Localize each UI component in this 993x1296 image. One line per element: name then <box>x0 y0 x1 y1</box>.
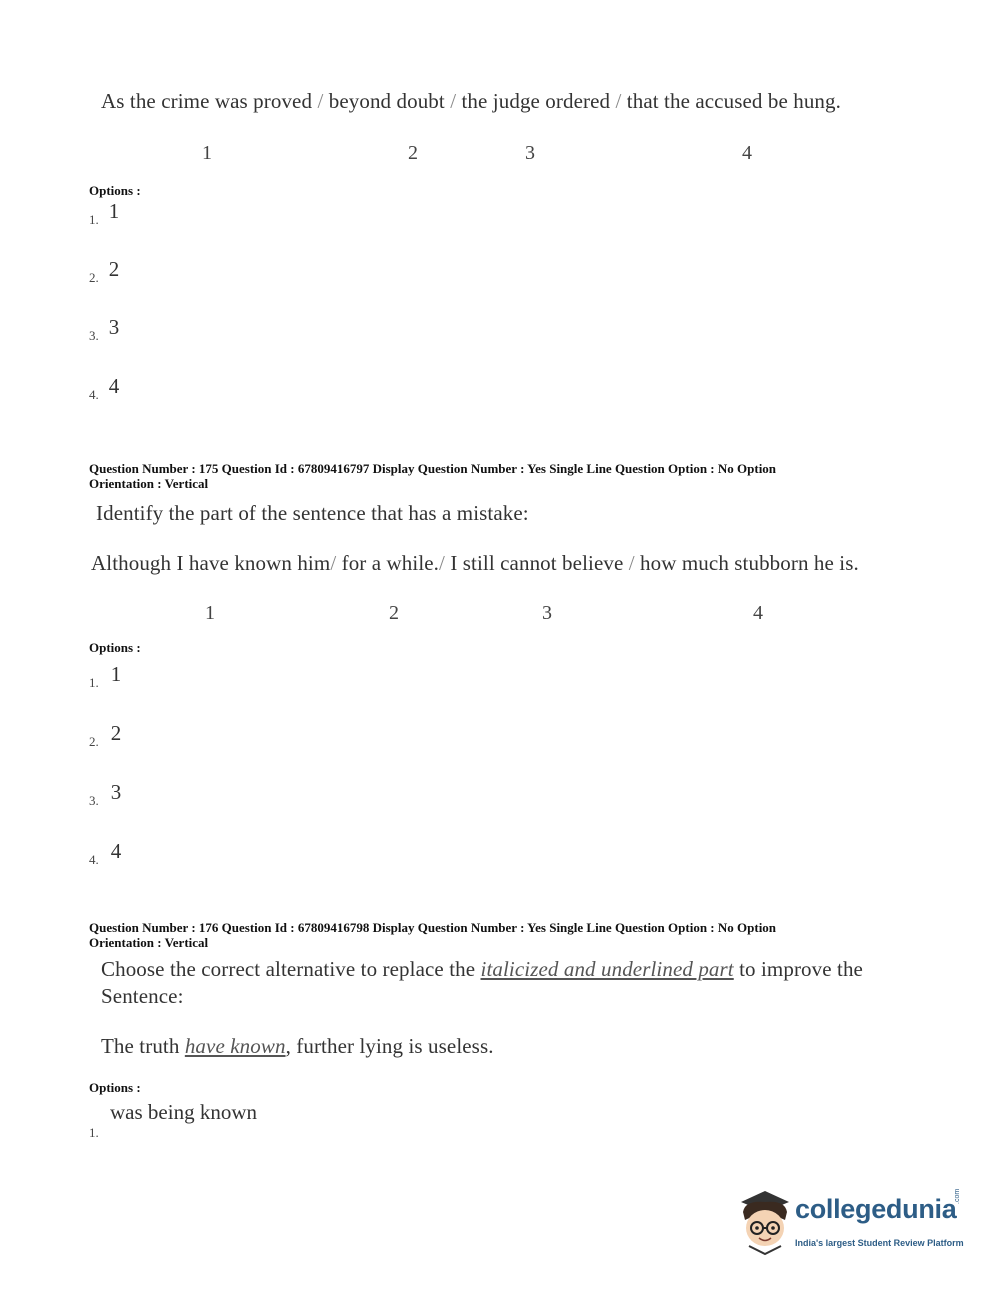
q176-instruction-pre: Choose the correct alternative to replace the <box>101 957 476 981</box>
separator: / <box>317 89 324 113</box>
q175-meta-line-2: Orientation : Vertical <box>89 476 209 491</box>
q174-marker-2: 2 <box>408 142 418 164</box>
q175-part-4: how much stubborn he is. <box>640 551 859 575</box>
option-value: 3 <box>110 780 122 804</box>
option-value: 1 <box>110 662 122 686</box>
logo-suffix: .com <box>954 1188 961 1204</box>
option-index: 3. <box>89 328 99 343</box>
q175-option-3[interactable] <box>89 780 122 811</box>
collegedunia-logo <box>735 1188 965 1258</box>
q175-part-1: Although I have known him <box>91 551 331 575</box>
option-index: 1. <box>89 675 99 690</box>
separator: / <box>439 551 445 575</box>
q175-options-label: Options : <box>89 640 141 655</box>
q176-sentence-pre: The truth <box>101 1034 180 1058</box>
q174-sentence <box>101 89 841 114</box>
q175-part-3: I still cannot believe <box>450 551 624 575</box>
q174-marker-1: 1 <box>202 142 212 164</box>
separator: / <box>615 89 622 113</box>
option-index: 4. <box>89 852 99 867</box>
q176-options-label: Options : <box>89 1080 141 1095</box>
option-value: 4 <box>108 374 120 398</box>
q174-part-4: that the accused be hung. <box>626 89 841 113</box>
q174-marker-4: 4 <box>742 142 752 164</box>
option-value: 2 <box>110 721 122 745</box>
option-index: 2. <box>89 734 99 749</box>
separator: / <box>628 551 635 575</box>
q175-option-2[interactable] <box>89 721 122 752</box>
q175-meta <box>89 461 889 491</box>
q174-option-2[interactable] <box>89 257 120 288</box>
q176-instruction <box>101 957 863 982</box>
q174-part-2: beyond doubt <box>328 89 445 113</box>
q175-marker-1: 1 <box>205 602 215 624</box>
q174-option-3[interactable] <box>89 315 120 346</box>
q175-part-2: for a while. <box>341 551 440 575</box>
q175-marker-2: 2 <box>389 602 399 624</box>
q176-meta <box>89 920 889 950</box>
q176-instruction-line-2: Sentence: <box>101 984 184 1008</box>
q175-option-4[interactable] <box>89 839 122 870</box>
q175-meta-line-1: Question Number : 175 Question Id : 67809416797 Display Question Number : Yes Single Line Question Option : No Option <box>89 461 777 476</box>
q175-instruction: Identify the part of the sentence that has a mistake: <box>96 501 529 525</box>
option-value: 2 <box>108 257 120 281</box>
option-index: 4. <box>89 387 99 402</box>
q174-part-3: the judge ordered <box>461 89 611 113</box>
q175-marker-4: 4 <box>753 602 763 624</box>
q176-instruction-emphasis: italicized and underlined part <box>480 957 734 981</box>
q176-meta-line-1: Question Number : 176 Question Id : 67809416798 Display Question Number : Yes Single Line Question Option : No Option <box>89 920 777 935</box>
separator: / <box>330 551 337 575</box>
logo-wordmark: collegedunia <box>795 1194 957 1224</box>
q175-marker-3: 3 <box>542 602 552 624</box>
q175-option-1[interactable] <box>89 662 122 693</box>
option-index: 2. <box>89 270 99 285</box>
q174-options-label: Options : <box>89 183 141 198</box>
q176-sentence-emphasis: have known <box>184 1034 286 1058</box>
option-index: 1. <box>89 1125 99 1140</box>
q175-sentence <box>91 551 859 576</box>
q174-option-4[interactable] <box>89 374 120 405</box>
option-value: was being known <box>110 1100 257 1124</box>
q174-part-1: As the crime was proved <box>101 89 313 113</box>
mascot-icon <box>735 1188 795 1258</box>
logo-tagline: India's largest Student Review Platform <box>795 1238 964 1248</box>
q176-sentence <box>101 1034 494 1059</box>
option-index: 3. <box>89 793 99 808</box>
option-value: 1 <box>108 199 120 223</box>
option-value: 3 <box>108 315 120 339</box>
option-value: 4 <box>110 839 122 863</box>
q176-instruction-post: to improve the <box>739 957 863 981</box>
q174-option-1[interactable] <box>89 199 120 230</box>
separator: / <box>450 89 457 113</box>
option-index: 1. <box>89 212 99 227</box>
q176-meta-line-2: Orientation : Vertical <box>89 935 209 950</box>
q174-marker-3: 3 <box>525 142 535 164</box>
q176-sentence-post: , further lying is useless. <box>285 1034 494 1058</box>
